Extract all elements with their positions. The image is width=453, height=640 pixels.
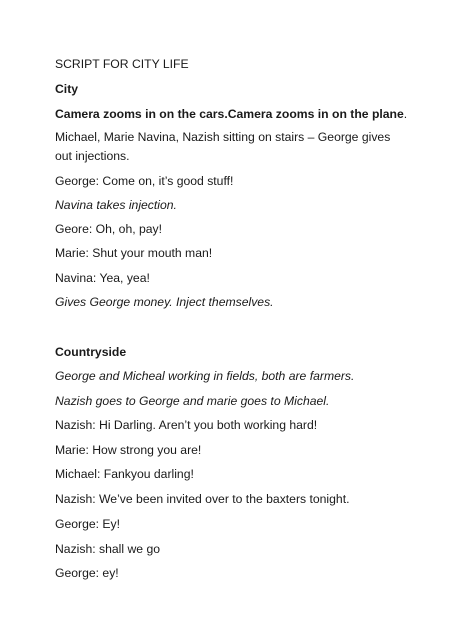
stage-direction: Nazish goes to George and marie goes to Michael. xyxy=(55,394,330,408)
stage-direction-camera-period: . xyxy=(403,107,408,121)
dialogue-line: Marie: Shut your mouth man! xyxy=(55,246,213,260)
dialogue-line: Michael: Fankyou darling! xyxy=(55,467,194,481)
stage-direction: Navina takes injection. xyxy=(55,198,177,212)
dialogue-line: Nazish: shall we go xyxy=(55,542,160,556)
section-heading-countryside: Countryside xyxy=(55,345,127,359)
dialogue-line: Marie: How strong you are! xyxy=(55,443,202,457)
dialogue-line: Navina: Yea, yea! xyxy=(55,271,150,285)
stage-direction: George and Micheal working in fields, both are farmers. xyxy=(55,369,355,383)
script-title: SCRIPT FOR CITY LIFE xyxy=(55,57,189,71)
dialogue-line: George: ey! xyxy=(55,566,119,580)
stage-direction-camera-text: Camera zooms in on the cars.Camera zooms in on the plane xyxy=(55,107,404,121)
stage-direction-camera xyxy=(55,105,408,124)
dialogue-line: Geore: Oh, oh, pay! xyxy=(55,222,163,236)
dialogue-line: Nazish: We’ve been invited over to the baxters tonight. xyxy=(55,492,350,506)
dialogue-line: George: Come on, it’s good stuff! xyxy=(55,174,234,188)
section-heading-city: City xyxy=(55,82,79,96)
stage-direction: Gives George money. Inject themselves. xyxy=(55,295,274,309)
dialogue-line: Nazish: Hi Darling. Aren’t you both working hard! xyxy=(55,418,318,432)
stage-direction-stairs: Michael, Marie Navina, Nazish sitting on stairs – George gives out injections. xyxy=(55,130,391,163)
dialogue-line: George: Ey! xyxy=(55,517,121,531)
